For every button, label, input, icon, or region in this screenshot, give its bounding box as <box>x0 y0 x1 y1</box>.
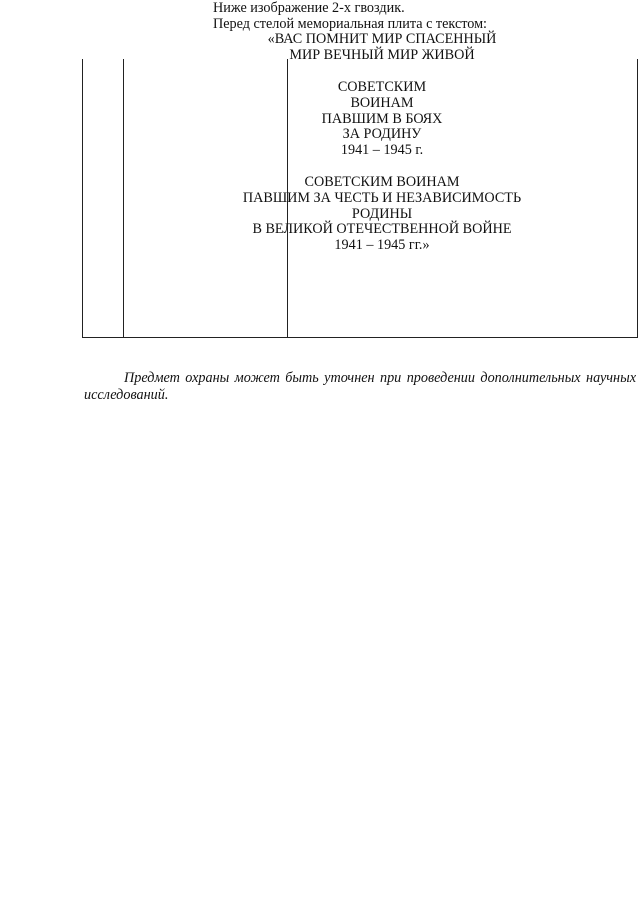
inscription-line: «ВАС ПОМНИТ МИР СПАСЕННЫЙ <box>267 31 497 48</box>
inscription-line: ПАВШИМ ЗА ЧЕСТЬ И НЕЗАВИСИМОСТЬ <box>242 189 522 206</box>
blank-line <box>213 158 551 175</box>
inscription-line: РОДИНЫ <box>351 205 413 222</box>
inscription-line: ПАВШИМ В БОЯХ <box>321 110 443 127</box>
cell-intro-line: Перед стелой мемориальная плита с текстом: <box>213 15 488 32</box>
inscription-line: ВОИНАМ <box>350 94 414 111</box>
blank-line <box>213 63 551 80</box>
inscription-date: 1941 – 1945 г. <box>340 141 424 158</box>
inscription-line: СОВЕТСКИМ ВОИНАМ <box>304 174 460 191</box>
table-column-divider <box>123 59 124 337</box>
table-description-cell <box>213 1 551 253</box>
inscription-line: СОВЕТСКИМ <box>337 79 427 96</box>
inscription-line: ЗА РОДИНУ <box>342 126 422 143</box>
inscription-line: В ВЕЛИКОЙ ОТЕЧЕСТВЕННОЙ ВОЙНЕ <box>252 221 512 238</box>
inscription-date: 1941 – 1945 гг.» <box>334 236 430 253</box>
cell-intro-line: Ниже изображение 2-х гвоздик. <box>213 0 405 16</box>
inscription-line: МИР ВЕЧНЫЙ МИР ЖИВОЙ <box>289 46 475 63</box>
protection-note: Предмет охраны может быть уточнен при проведении дополнительных научных исследований. <box>84 370 636 404</box>
